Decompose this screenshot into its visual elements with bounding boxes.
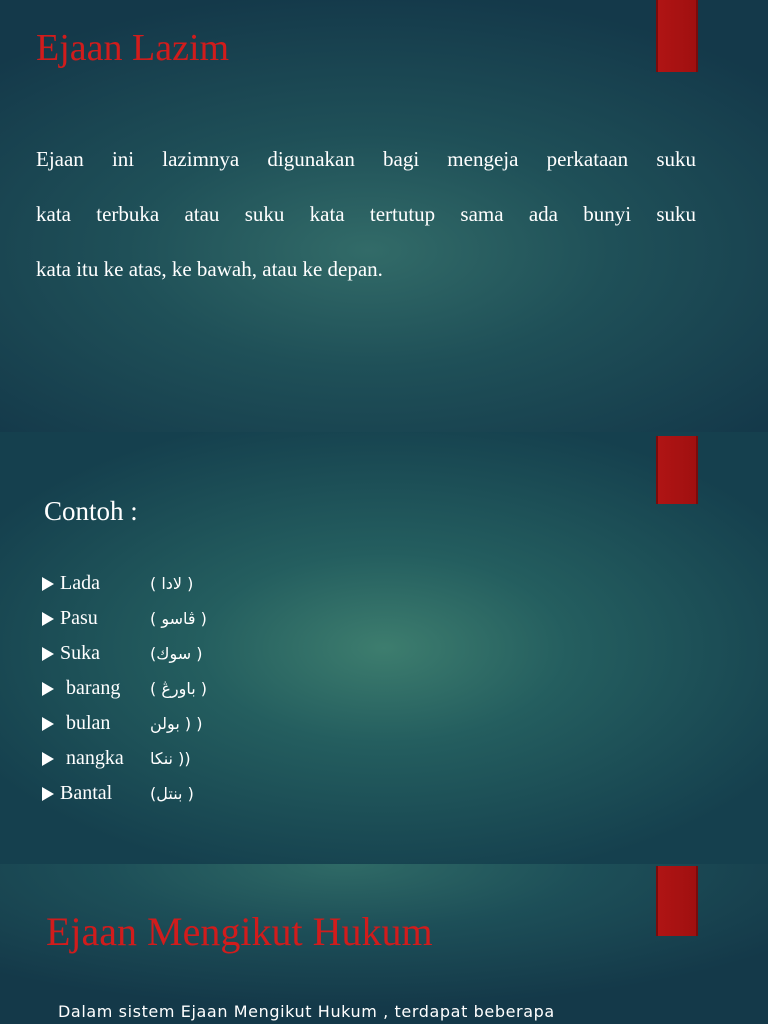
slide-paragraph (36, 132, 696, 297)
example-word: nangka (66, 747, 124, 769)
example-word: Bantal (60, 782, 113, 804)
slide-title: Ejaan Mengikut Hukum (46, 909, 433, 954)
example-jawi: ( باورڠ ) (150, 679, 207, 698)
paragraph-line: kata terbuka atau suku kata tertutup sama ada bunyi suku (36, 202, 696, 226)
list-item (42, 636, 207, 671)
red-accent-bar (656, 436, 698, 504)
example-jawi: ( لادا ) (150, 574, 194, 593)
example-jawi: ننكا )) (150, 749, 191, 768)
triangle-bullet-icon (42, 682, 54, 696)
triangle-bullet-icon (42, 717, 54, 731)
example-jawi: (سوك ) (150, 644, 203, 663)
slide-contoh (0, 432, 768, 864)
triangle-bullet-icon (42, 647, 54, 661)
red-accent-bar (656, 0, 698, 72)
list-item (42, 741, 207, 776)
example-word: Pasu (60, 607, 98, 629)
slide-ejaan-lazim (0, 0, 768, 432)
examples-heading: Contoh : (44, 496, 138, 526)
paragraph-line: Ejaan ini lazimnya digunakan bagi mengeja perkataan suku (36, 147, 696, 171)
red-accent-bar (656, 866, 698, 936)
example-word: bulan (66, 712, 111, 734)
slide-body-text: Dalam sistem Ejaan Mengikut Hukum , terdapat beberapa (58, 1002, 555, 1021)
slide-title: Ejaan Lazim (36, 27, 230, 69)
examples-list (42, 566, 207, 811)
triangle-bullet-icon (42, 752, 54, 766)
example-word: barang (66, 677, 121, 699)
list-item (42, 776, 207, 811)
paragraph-line: kata itu ke atas, ke bawah, atau ke depan. (36, 257, 383, 281)
triangle-bullet-icon (42, 612, 54, 626)
example-jawi: ( ڤاسو ) (150, 609, 207, 628)
list-item (42, 566, 207, 601)
list-item (42, 671, 207, 706)
list-item (42, 706, 207, 741)
triangle-bullet-icon (42, 577, 54, 591)
example-word: Lada (60, 572, 100, 594)
example-jawi: بولن ) ) (150, 714, 203, 733)
triangle-bullet-icon (42, 787, 54, 801)
slide-ejaan-mengikut-hukum (0, 864, 768, 1024)
example-jawi: (بنتل ) (150, 784, 194, 803)
list-item (42, 601, 207, 636)
example-word: Suka (60, 642, 100, 664)
